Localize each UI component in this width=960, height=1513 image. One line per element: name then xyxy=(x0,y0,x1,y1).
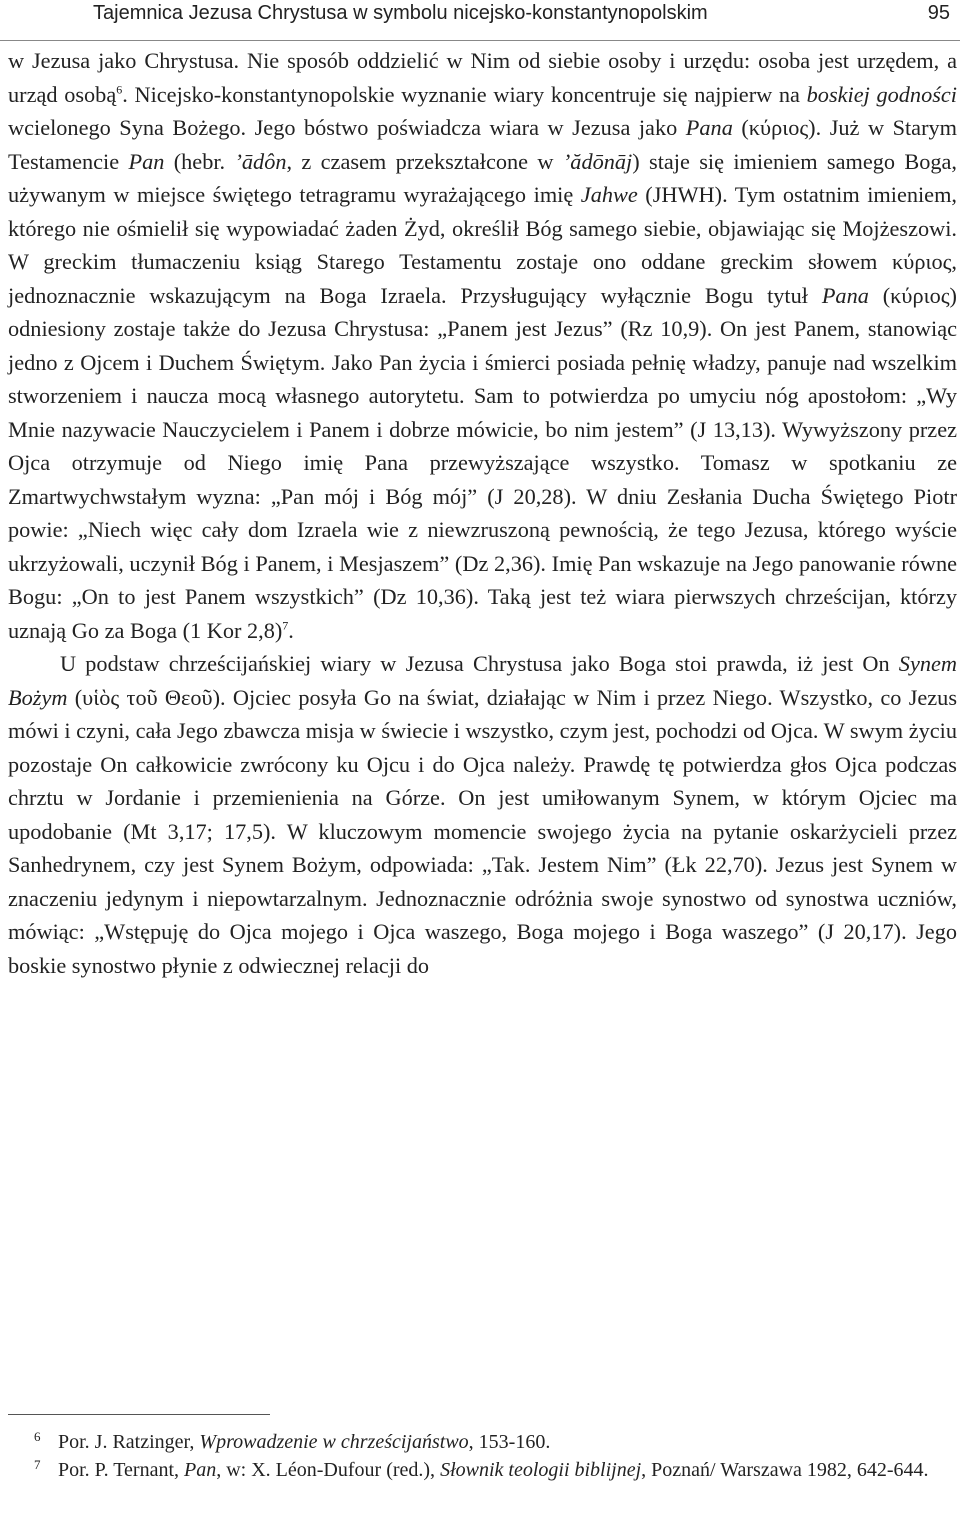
footnote-ref: 7 xyxy=(282,618,289,633)
text-run: , w: X. Léon-Dufour (red.), xyxy=(216,1459,441,1481)
text-run: ) staje się imieniem samego Boga, używanym w miejsce świętego tetragramu wyrażającego imię xyxy=(8,148,957,207)
paragraph xyxy=(8,44,957,647)
text-run: (κύριος) odniesiony zostaje także do Jezusa Chrystusa: „Panem jest Jezus” (Rz 10,9). On jest Panem, stanowiąc jedno z Ojcem i Duchem Świętym. Jako Pan życia i śmierci posiada pełnię władzy, panuje nad wszelkim stworzeniem i naucza mocą własnego autorytetu. Sam to potwierdza po umyciu nóg apostołom: „Wy Mnie nazywacie Nauczycielem i Panem i dobrze mówicie, bo nim jestem” (J 13,13). Wywyższony przez Ojca otrzymuje od Niego imię Pana przewyższające wszystko. Tomasz w spotkaniu ze Zmartwychwstałym wyzna: „Pan mój i Bóg mój” (J 20,28). W dniu Zesłania Ducha Świętego Piotr powie: „Niech więc cały dom Izraela wie z niewzruszoną pewnością, że tego Jezusa, którego wyście ukrzyżowali, uczynił Bóg i Panem, i Mesjaszem” (Dz 2,36). Imię Pan wskazuje na Jego panowanie równe Bogu: „On to jest Panem wszystkich” (Dz 10,36). Taką jest też wiara pierwszych chrześcijan, którzy uznają Go za Boga (1 Kor 2,8) xyxy=(8,282,957,643)
text-run: (υἱὸς τοῦ Θεοῦ). Ojciec posyła Go na świat, działając w Nim i przez Niego. Wszystko, co Jezus mówi i czyni, cała Jego zbawcza misja w świecie i wszystko, czym jest, pochodzi od Ojca. W swym życiu pozostaje On całkowicie zwrócony ku Ojcu i do Ojca należy. Prawdę tę potwierdza głos Ojca podczas chrztu w Jordanie i przemienienia na Górze. On jest umiłowanym Synem, w którym Ojciec ma upodobanie (Mt 3,17; 17,5). W kluczowym momencie swojego życia na pytanie oskarżycieli przez Sanhedrynem, czy jest Synem Bożym, odpowiada: „Tak. Jestem Nim” (Łk 22,70). Jezus jest Synem w znaczeniu jedynym i niepowtarzalnym. Jednoznacznie odróżnia swoje synostwo od synostwa uczniów, mówiąc: „Wstępuję do Ojca mojego i Ojca waszego, Boga mojego i Boga waszego” (J 20,17). Jego boskie synostwo płynie z odwiecznej relacji do xyxy=(8,684,958,978)
text-run: . xyxy=(288,617,294,643)
text-run: (κύριος). Już w Starym Testamencie xyxy=(8,115,957,174)
italic-text: Wprowadzenie w chrześcijaństwo xyxy=(199,1431,469,1453)
italic-text: ’ădōnāj xyxy=(562,148,633,174)
paragraph xyxy=(8,647,957,982)
text-run: Por. P. Ternant, xyxy=(58,1459,185,1481)
footnote-ref: 6 xyxy=(116,82,123,97)
italic-text: Pana xyxy=(685,115,733,140)
footnote xyxy=(34,1456,957,1484)
text-run: U podstaw chrześcijańskiej wiary w Jezusa Chrystusa jako Boga stoi prawda, iż jest On xyxy=(60,651,899,676)
footnote-number: 6 xyxy=(34,1429,41,1444)
italic-text: Pana xyxy=(821,282,869,308)
footnote xyxy=(34,1428,957,1456)
italic-text: Pan xyxy=(184,1459,217,1481)
italic-text: Synem Bożym xyxy=(8,651,957,710)
text-run: . Nicejsko-konstantynopolskie wyznanie wiary koncentruje się najpierw na xyxy=(122,81,807,107)
footnote-number: 7 xyxy=(34,1457,41,1472)
text-run: , 153-160. xyxy=(468,1431,551,1453)
italic-text: Pan xyxy=(128,148,165,174)
text-run: (JHWH). Tym ostatnim imieniem, którego nie ośmielił się wypowiadać żaden Żyd, określił Bóg samego siebie, objawiając się Mojżeszowi. W greckim tłumaczeniu ksiąg Starego Testamentu zostaje ono oddane greckim słowem κύριος, jednoznacznie wskazującym na Boga Izraela. Przysługujący wyłącznie Bogu tytuł xyxy=(8,182,957,308)
text-run: w Jezusa jako Chrystusa. Nie sposób oddzielić w Nim od siebie osoby i urzędu: osoba jest urzędem, a urząd osobą xyxy=(8,48,957,107)
header-rule xyxy=(0,40,960,41)
italic-text: ’ādôn xyxy=(234,148,287,174)
body-text xyxy=(8,44,957,982)
text-run: , Poznań/ Warszawa 1982, 642-644. xyxy=(641,1459,929,1481)
italic-text: Jahwe xyxy=(580,182,638,207)
running-header xyxy=(93,2,953,30)
text-run: , z czasem przekształcone w xyxy=(286,148,563,174)
footnote-rule xyxy=(8,1414,270,1415)
footnotes xyxy=(34,1428,957,1484)
text-run: Por. J. Ratzinger, xyxy=(58,1431,200,1453)
running-title: Tajemnica Jezusa Chrystusa w symbolu nicejsko-konstantynopolskim xyxy=(93,2,708,24)
text-run: wcielonego Syna Bożego. Jego bóstwo poświadcza wiara w Jezusa jako xyxy=(8,115,686,140)
italic-text: Słownik teologii biblijnej xyxy=(440,1459,642,1481)
page-number: 95 xyxy=(927,2,950,24)
italic-text: boskiej godności xyxy=(806,81,957,107)
text-run: (hebr. xyxy=(164,148,235,174)
